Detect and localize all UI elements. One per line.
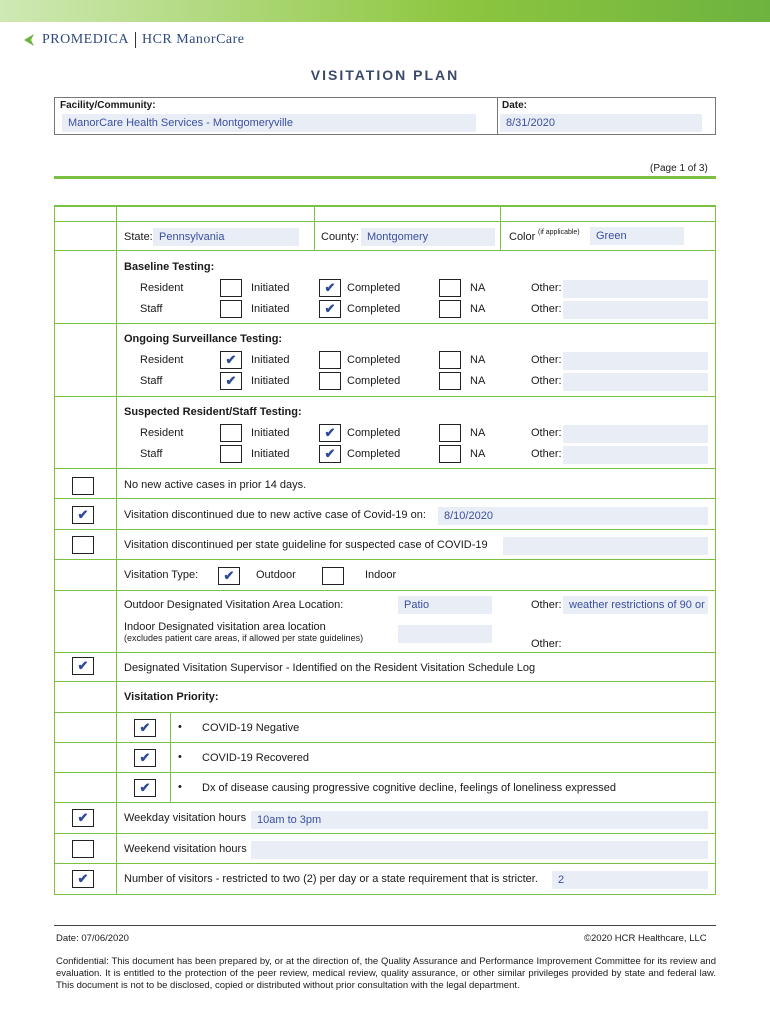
other-field[interactable] bbox=[563, 280, 708, 298]
weekday-checkbox[interactable]: ✔ bbox=[72, 809, 94, 827]
supervisor-text: Designated Visitation Supervisor - Identified on the Resident Visitation Schedule Log bbox=[124, 662, 536, 674]
grid-row-line bbox=[54, 742, 716, 743]
grid-row-line bbox=[54, 772, 716, 773]
completed-checkbox[interactable]: ✔ bbox=[319, 424, 341, 442]
ongoing-heading: Ongoing Surveillance Testing: bbox=[124, 333, 283, 345]
grid-right bbox=[715, 205, 716, 895]
outdoor-location-field[interactable]: Patio bbox=[398, 596, 492, 614]
indoor-location-field[interactable] bbox=[398, 625, 492, 643]
priority-checkbox[interactable]: ✔ bbox=[134, 779, 156, 797]
county-label: County: bbox=[321, 231, 359, 243]
priority-checkbox[interactable]: ✔ bbox=[134, 749, 156, 767]
facility-label: Facility/Community: bbox=[60, 100, 156, 111]
initiated-checkbox[interactable] bbox=[220, 300, 242, 318]
discontinued-active-date-field[interactable]: 8/10/2020 bbox=[438, 507, 708, 525]
na-label: NA bbox=[470, 282, 486, 294]
indoor-location-label: Indoor Designated visitation area location bbox=[124, 621, 326, 633]
page-indicator: (Page 1 of 3) bbox=[650, 163, 708, 174]
weekend-checkbox[interactable] bbox=[72, 840, 94, 858]
test-row-who: Staff bbox=[140, 448, 163, 460]
county-field[interactable]: Montgomery bbox=[361, 228, 495, 246]
completed-checkbox[interactable] bbox=[319, 351, 341, 369]
bullet-icon: • bbox=[178, 721, 182, 733]
indoor-other-label: Other: bbox=[531, 638, 562, 650]
test-row-who: Resident bbox=[140, 354, 184, 366]
other-field[interactable] bbox=[563, 301, 708, 319]
section-divider bbox=[54, 176, 716, 179]
indoor-label: Indoor bbox=[365, 569, 397, 581]
suspected-heading: Suspected Resident/Staff Testing: bbox=[124, 406, 302, 418]
other-field[interactable] bbox=[563, 373, 708, 391]
grid-row-line bbox=[54, 802, 716, 803]
bullet-icon: • bbox=[178, 751, 182, 763]
completed-checkbox[interactable]: ✔ bbox=[319, 445, 341, 463]
indoor-checkbox[interactable] bbox=[322, 567, 344, 585]
completed-checkbox[interactable] bbox=[319, 372, 341, 390]
priority-heading: Visitation Priority: bbox=[124, 691, 219, 703]
completed-label: Completed bbox=[347, 303, 401, 315]
grid-row-line bbox=[54, 559, 716, 560]
na-checkbox[interactable] bbox=[439, 351, 461, 369]
color-note: (if applicable) bbox=[538, 229, 580, 236]
supervisor-checkbox[interactable]: ✔ bbox=[72, 657, 94, 675]
state-label: State: bbox=[124, 231, 153, 243]
grid-col-divider-3 bbox=[500, 205, 501, 250]
top-accent-bar bbox=[0, 0, 770, 22]
grid-bottom bbox=[54, 894, 716, 895]
date-label: Date: bbox=[502, 100, 528, 111]
grid-col-divider bbox=[116, 205, 117, 895]
initiated-label: Initiated bbox=[251, 375, 290, 387]
facility-field[interactable]: ManorCare Health Services - Montgomeryville bbox=[62, 114, 476, 132]
outdoor-label: Outdoor bbox=[256, 569, 296, 581]
outdoor-other-label: Other: bbox=[531, 599, 562, 611]
page-title: VISITATION PLAN bbox=[310, 67, 460, 83]
test-row-who: Staff bbox=[140, 375, 163, 387]
no-new-cases-text: No new active cases in prior 14 days. bbox=[124, 479, 307, 491]
na-checkbox[interactable] bbox=[439, 424, 461, 442]
outdoor-checkbox[interactable]: ✔ bbox=[218, 567, 240, 585]
bullet-icon: • bbox=[178, 781, 182, 793]
grid-row-line bbox=[54, 863, 716, 864]
color-label: Color bbox=[509, 231, 536, 243]
other-field[interactable] bbox=[563, 352, 708, 370]
na-label: NA bbox=[470, 448, 486, 460]
completed-checkbox[interactable]: ✔ bbox=[319, 300, 341, 318]
logo-divider bbox=[135, 32, 136, 48]
facility-date-divider bbox=[497, 97, 498, 135]
grid-row-line bbox=[54, 323, 716, 324]
visitors-checkbox[interactable]: ✔ bbox=[72, 870, 94, 888]
initiated-checkbox[interactable]: ✔ bbox=[220, 351, 242, 369]
test-row-who: Staff bbox=[140, 303, 163, 315]
outdoor-other-field[interactable]: weather restrictions of 90 or bbox=[563, 596, 708, 614]
grid-row-line bbox=[54, 529, 716, 530]
test-row-who: Resident bbox=[140, 427, 184, 439]
weekday-field[interactable]: 10am to 3pm bbox=[251, 811, 708, 829]
na-label: NA bbox=[470, 354, 486, 366]
logo bbox=[22, 30, 245, 50]
grid-top bbox=[54, 205, 716, 207]
discontinued-suspected-text: Visitation discontinued per state guideline for suspected case of COVID-19 bbox=[124, 539, 488, 551]
priority-item: COVID-19 Negative bbox=[202, 722, 300, 734]
color-field[interactable]: Green bbox=[590, 227, 684, 245]
na-label: NA bbox=[470, 303, 486, 315]
logo-promedica: PROMEDICA bbox=[42, 32, 129, 47]
baseline-heading: Baseline Testing: bbox=[124, 261, 215, 273]
initiated-checkbox[interactable] bbox=[220, 279, 242, 297]
other-label: Other: bbox=[531, 354, 562, 366]
discontinued-suspected-field[interactable] bbox=[503, 537, 708, 555]
priority-checkbox[interactable]: ✔ bbox=[134, 719, 156, 737]
priority-item: Dx of disease causing progressive cognitive decline, feelings of loneliness expressed bbox=[202, 782, 616, 794]
initiated-label: Initiated bbox=[251, 354, 290, 366]
initiated-checkbox[interactable] bbox=[220, 445, 242, 463]
other-label: Other: bbox=[531, 303, 562, 315]
indoor-location-note: (excludes patient care areas, if allowed per state guidelines) bbox=[124, 633, 364, 643]
grid-col-divider-2 bbox=[314, 205, 315, 250]
visitors-field[interactable]: 2 bbox=[552, 871, 708, 889]
completed-label: Completed bbox=[347, 375, 401, 387]
na-checkbox[interactable] bbox=[439, 445, 461, 463]
na-label: NA bbox=[470, 427, 486, 439]
completed-label: Completed bbox=[347, 282, 401, 294]
priority-item: COVID-19 Recovered bbox=[202, 752, 309, 764]
date-field[interactable]: 8/31/2020 bbox=[500, 114, 702, 132]
completed-label: Completed bbox=[347, 448, 401, 460]
initiated-label: Initiated bbox=[251, 303, 290, 315]
grid-row-line bbox=[54, 681, 716, 682]
discontinued-suspected-checkbox[interactable] bbox=[72, 536, 94, 554]
discontinued-active-checkbox[interactable]: ✔ bbox=[72, 506, 94, 524]
visitation-type-label: Visitation Type: bbox=[124, 569, 199, 581]
footer-copyright: ©2020 HCR Healthcare, LLC bbox=[584, 933, 707, 944]
completed-label: Completed bbox=[347, 427, 401, 439]
initiated-label: Initiated bbox=[251, 427, 290, 439]
initiated-checkbox[interactable]: ✔ bbox=[220, 372, 242, 390]
grid-left bbox=[54, 205, 55, 895]
discontinued-active-text: Visitation discontinued due to new active case of Covid-19 on: bbox=[124, 509, 426, 521]
other-field[interactable] bbox=[563, 425, 708, 443]
logo-hcr: HCR ManorCare bbox=[141, 32, 245, 47]
no-new-cases-checkbox[interactable] bbox=[72, 477, 94, 495]
initiated-label: Initiated bbox=[251, 282, 290, 294]
weekday-label: Weekday visitation hours bbox=[124, 812, 247, 824]
grid-row-line bbox=[54, 250, 716, 251]
grid-row-line bbox=[54, 652, 716, 653]
priority-col-divider bbox=[170, 712, 171, 803]
other-label: Other: bbox=[531, 448, 562, 460]
completed-label: Completed bbox=[347, 354, 401, 366]
na-checkbox[interactable] bbox=[439, 279, 461, 297]
initiated-label: Initiated bbox=[251, 448, 290, 460]
grid-row-line bbox=[54, 498, 716, 499]
grid-row-line bbox=[54, 590, 716, 591]
state-field[interactable]: Pennsylvania bbox=[153, 228, 299, 246]
na-checkbox[interactable] bbox=[439, 372, 461, 390]
test-row-who: Resident bbox=[140, 282, 184, 294]
grid-row-line bbox=[54, 833, 716, 834]
grid-row-line bbox=[54, 221, 716, 222]
other-label: Other: bbox=[531, 427, 562, 439]
other-field[interactable] bbox=[563, 446, 708, 464]
footer-rule bbox=[54, 925, 716, 926]
initiated-checkbox[interactable] bbox=[220, 424, 242, 442]
footer-date: Date: 07/06/2020 bbox=[56, 933, 129, 944]
promedica-leaf-icon bbox=[22, 33, 36, 47]
completed-checkbox[interactable]: ✔ bbox=[319, 279, 341, 297]
footer-confidential: Confidential: This document has been prepared by, or at the direction of, the Quality Assurance and Performance Improvement Committee for its review and evaluation. It is entitled to the protection of the peer review, medical review, quality assurance, or other similar privileges provided by state and federal law. This document is not to be disclosed, copied or distributed without prior consultation with the legal department. bbox=[56, 956, 716, 991]
weekend-label: Weekend visitation hours bbox=[124, 843, 247, 855]
na-checkbox[interactable] bbox=[439, 300, 461, 318]
weekend-field[interactable] bbox=[251, 841, 708, 859]
na-label: NA bbox=[470, 375, 486, 387]
visitors-label: Number of visitors - restricted to two (2) per day or a state requirement that is stricter. bbox=[124, 873, 538, 885]
other-label: Other: bbox=[531, 375, 562, 387]
grid-row-line bbox=[54, 712, 716, 713]
grid-row-line bbox=[54, 396, 716, 397]
other-label: Other: bbox=[531, 282, 562, 294]
outdoor-location-label: Outdoor Designated Visitation Area Location: bbox=[124, 599, 344, 611]
grid-row-line bbox=[54, 468, 716, 469]
